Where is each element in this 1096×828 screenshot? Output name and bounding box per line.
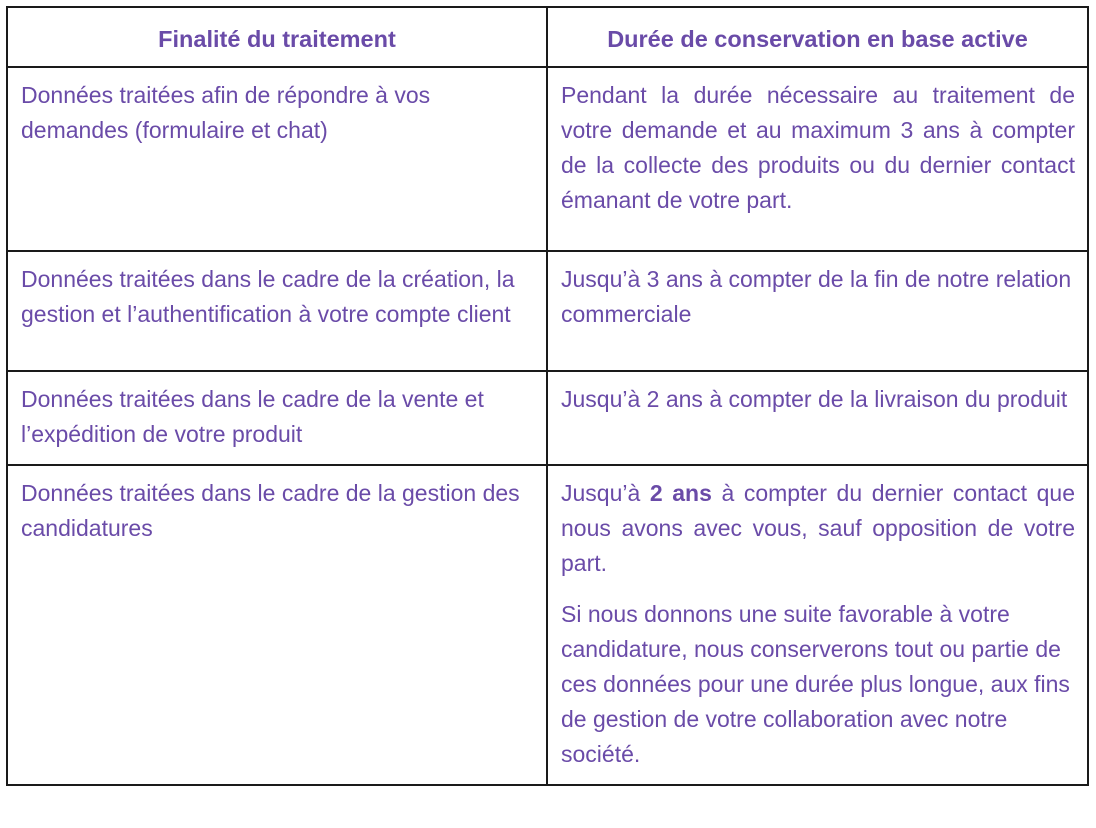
duration-cell bbox=[547, 371, 1088, 465]
table-row bbox=[7, 465, 1088, 785]
duration-cell bbox=[547, 465, 1088, 785]
purpose-cell bbox=[7, 465, 547, 785]
purpose-text: Données traitées afin de répondre à vos demandes (formulaire et chat) bbox=[21, 82, 431, 143]
purpose-text: Données traitées dans le cadre de la gestion des candidatures bbox=[21, 480, 520, 541]
table-row bbox=[7, 251, 1088, 371]
purpose-cell bbox=[7, 251, 547, 371]
purpose-cell bbox=[7, 67, 547, 251]
duration-prefix: Jusqu’à bbox=[561, 480, 650, 506]
duration-text bbox=[561, 476, 1075, 581]
purpose-text: Données traitées dans le cadre de la vente et l’expédition de votre produit bbox=[21, 386, 484, 447]
header-purpose: Finalité du traitement bbox=[7, 7, 547, 67]
purpose-cell bbox=[7, 371, 547, 465]
duration-cell bbox=[547, 67, 1088, 251]
duration-text: Jusqu’à 3 ans à compter de la fin de notre relation commerciale bbox=[561, 266, 1072, 327]
purpose-text: Données traitées dans le cadre de la création, la gestion et l’authentification à votre compte client bbox=[21, 266, 515, 327]
retention-table bbox=[6, 6, 1089, 786]
table-row bbox=[7, 67, 1088, 251]
header-retention-duration: Durée de conservation en base active bbox=[547, 7, 1088, 67]
retention-table-container bbox=[6, 6, 1087, 786]
table-header-row bbox=[7, 7, 1088, 67]
duration-extra-text: Si nous donnons une suite favorable à votre candidature, nous conserverons tout ou partie de ces données pour une durée plus longue, aux fins de gestion de votre collaboration avec notre société. bbox=[561, 601, 1070, 767]
duration-text: Jusqu’à 2 ans à compter de la livraison du produit bbox=[561, 386, 1068, 412]
duration-suffix: à compter du dernier contact que nous avons avec vous, sauf opposition de votre part. bbox=[561, 480, 1075, 576]
duration-highlight: 2 ans bbox=[649, 480, 712, 506]
table-row bbox=[7, 371, 1088, 465]
duration-cell bbox=[547, 251, 1088, 371]
duration-text: Pendant la durée nécessaire au traitement de votre demande et au maximum 3 ans à compter de la collecte des produits ou du dernier contact émanant de votre part. bbox=[561, 82, 1075, 213]
